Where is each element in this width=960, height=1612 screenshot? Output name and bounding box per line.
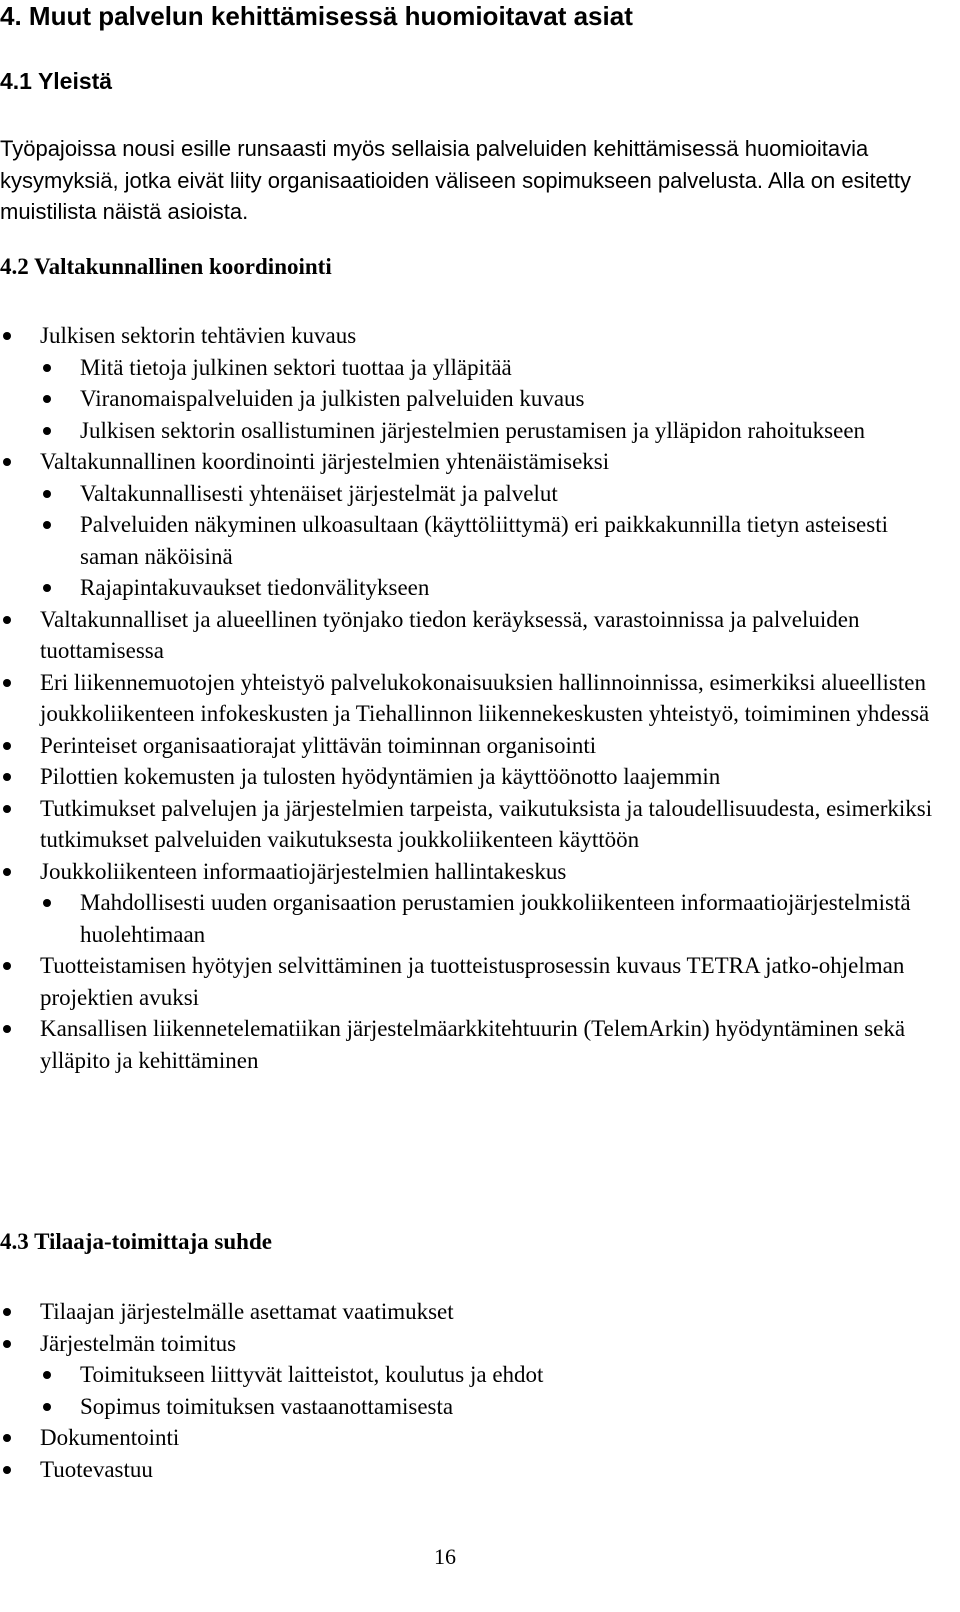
list-item-text: Tilaajan järjestelmälle asettamat vaatimukset [40, 1299, 454, 1324]
sub-list-item [0, 352, 945, 384]
list-item [0, 1422, 945, 1454]
list-item-text: Kansallisen liikennetelematiikan järjestelmäarkkitehtuurin (TelemArkin) hyödyntäminen sekä ylläpito ja kehittäminen [40, 1016, 906, 1073]
list-item-text: Tutkimukset palvelujen ja järjestelmien tarpeista, vaikutuksista ja taloudellisuudesta, esimerkiksi tutkimukset palveluiden vaikutuksesta joukkoliikenteen käyttöön [40, 795, 933, 852]
bullet-icon [3, 679, 11, 687]
list-item-text: Mahdollisesti uuden organisaation perustamien joukkoliikenteen informaatiojärjestelmistä huolehtimaan [80, 890, 911, 947]
bullet-icon [3, 868, 11, 876]
bullet-icon [3, 805, 11, 813]
list-item [0, 446, 945, 478]
bullet-icon [3, 1025, 11, 1033]
list-item-text: Järjestelmän toimitus [40, 1330, 237, 1356]
list-item-text: Pilottien kokemusten ja tulosten hyödyntämien ja käyttöönotto laajemmin [40, 764, 721, 789]
bullet-icon [43, 899, 51, 907]
bullet-icon [3, 1340, 11, 1348]
bullet-icon [43, 364, 51, 372]
bullet-icon [3, 458, 11, 466]
sub-list-item [0, 1359, 945, 1391]
bullet-icon [3, 616, 11, 624]
bullet-icon [3, 773, 11, 781]
bullet-icon [43, 1371, 51, 1379]
section-43-heading: 4.3 Tilaaja-toimittaja suhde [0, 1229, 272, 1254]
list-item-text: Rajapintakuvaukset tiedonvälitykseen [80, 575, 430, 600]
page-number: 16 [434, 1544, 456, 1569]
list-item-text: Toimitukseen liittyvät laitteistot, koulutus ja ehdot [80, 1362, 544, 1387]
bullet-icon [43, 521, 51, 529]
list-item [0, 604, 945, 667]
bullet-icon [43, 584, 51, 592]
bullet-icon [3, 1466, 11, 1474]
list-item-text: Viranomaispalveluiden ja julkisten palveluiden kuvaus [80, 386, 585, 411]
main-heading: 4. Muut palvelun kehittämisessä huomioitavat asiat [0, 1, 633, 31]
list-item [0, 1296, 945, 1328]
sub-list-item [0, 383, 945, 415]
list-item-text: Joukkoliikenteen informaatiojärjestelmien hallintakeskus [40, 858, 567, 884]
sub-list-item [0, 509, 945, 572]
bullet-icon [3, 742, 11, 750]
bullet-icon [3, 1434, 11, 1442]
list-item [0, 1328, 945, 1360]
section-41-heading: 4.1 Yleistä [0, 68, 113, 94]
list-item-text: Perinteiset organisaatiorajat ylittävän toiminnan organisointi [40, 732, 597, 758]
list-item [0, 730, 945, 762]
bullet-icon [43, 1403, 51, 1411]
bullet-icon [43, 395, 51, 403]
sub-list-item [0, 887, 945, 950]
list-item-text: Julkisen sektorin tehtävien kuvaus [40, 323, 357, 348]
list-item-text: Eri liikennemuotojen yhteistyö palvelukokonaisuuksien hallinnoinnissa, esimerkiksi alueellisten joukkoliikenteen infokeskusten ja Tiehallinnon liikennekeskusten yhteistyö, toimiminen yhdessä [40, 669, 930, 726]
list-item [0, 761, 945, 793]
list-item-text: Tuotevastuu [40, 1456, 153, 1482]
bullet-icon [43, 490, 51, 498]
section-43-bullet-list [0, 1296, 945, 1485]
bullet-icon [3, 332, 11, 340]
sub-list-item [0, 415, 945, 447]
list-item [0, 320, 945, 352]
list-item [0, 856, 945, 888]
list-item-text: Valtakunnallinen koordinointi järjestelmien yhtenäistämiseksi [40, 449, 610, 474]
list-item-text: Julkisen sektorin osallistuminen järjestelmien perustamisen ja ylläpidon rahoitukseen [80, 417, 866, 443]
sub-list-item [0, 572, 945, 604]
list-item-text: Dokumentointi [40, 1425, 180, 1450]
bullet-icon [3, 1308, 11, 1316]
section-42-bullet-list [0, 320, 945, 1076]
sub-list-item [0, 1391, 945, 1423]
section-41-paragraph: Työpajoissa nousi esille runsaasti myös sellaisia palveluiden kehittämisessä huomioitavia kysymyksiä, jotka eivät liity organisaatioiden väliseen sopimukseen palvelusta. Alla on esitetty muistilista näistä asioista. [0, 136, 912, 224]
list-item-text: Mitä tietoja julkinen sektori tuottaa ja ylläpitää [80, 354, 512, 380]
list-item [0, 667, 945, 730]
list-item-text: Valtakunnallisesti yhtenäiset järjestelmät ja palvelut [80, 480, 558, 506]
list-item [0, 793, 945, 856]
bullet-icon [43, 427, 51, 435]
list-item-text: Palveluiden näkyminen ulkoasultaan (käyttöliittymä) eri paikkakunnilla tietyn asteisesti saman näköisinä [80, 512, 888, 569]
list-item-text: Valtakunnalliset ja alueellinen työnjako tiedon keräyksessä, varastoinnissa ja palveluiden tuottamisessa [40, 606, 860, 663]
bullet-icon [3, 962, 11, 970]
section-42-heading: 4.2 Valtakunnallinen koordinointi [0, 254, 332, 279]
list-item [0, 1013, 945, 1076]
list-item [0, 950, 945, 1013]
list-item-text: Sopimus toimituksen vastaanottamisesta [80, 1393, 454, 1419]
list-item-text: Tuotteistamisen hyötyjen selvittäminen ja tuotteistusprosessin kuvaus TETRA jatko-ohjelman projektien avuksi [40, 953, 905, 1010]
list-item [0, 1454, 945, 1486]
sub-list-item [0, 478, 945, 510]
